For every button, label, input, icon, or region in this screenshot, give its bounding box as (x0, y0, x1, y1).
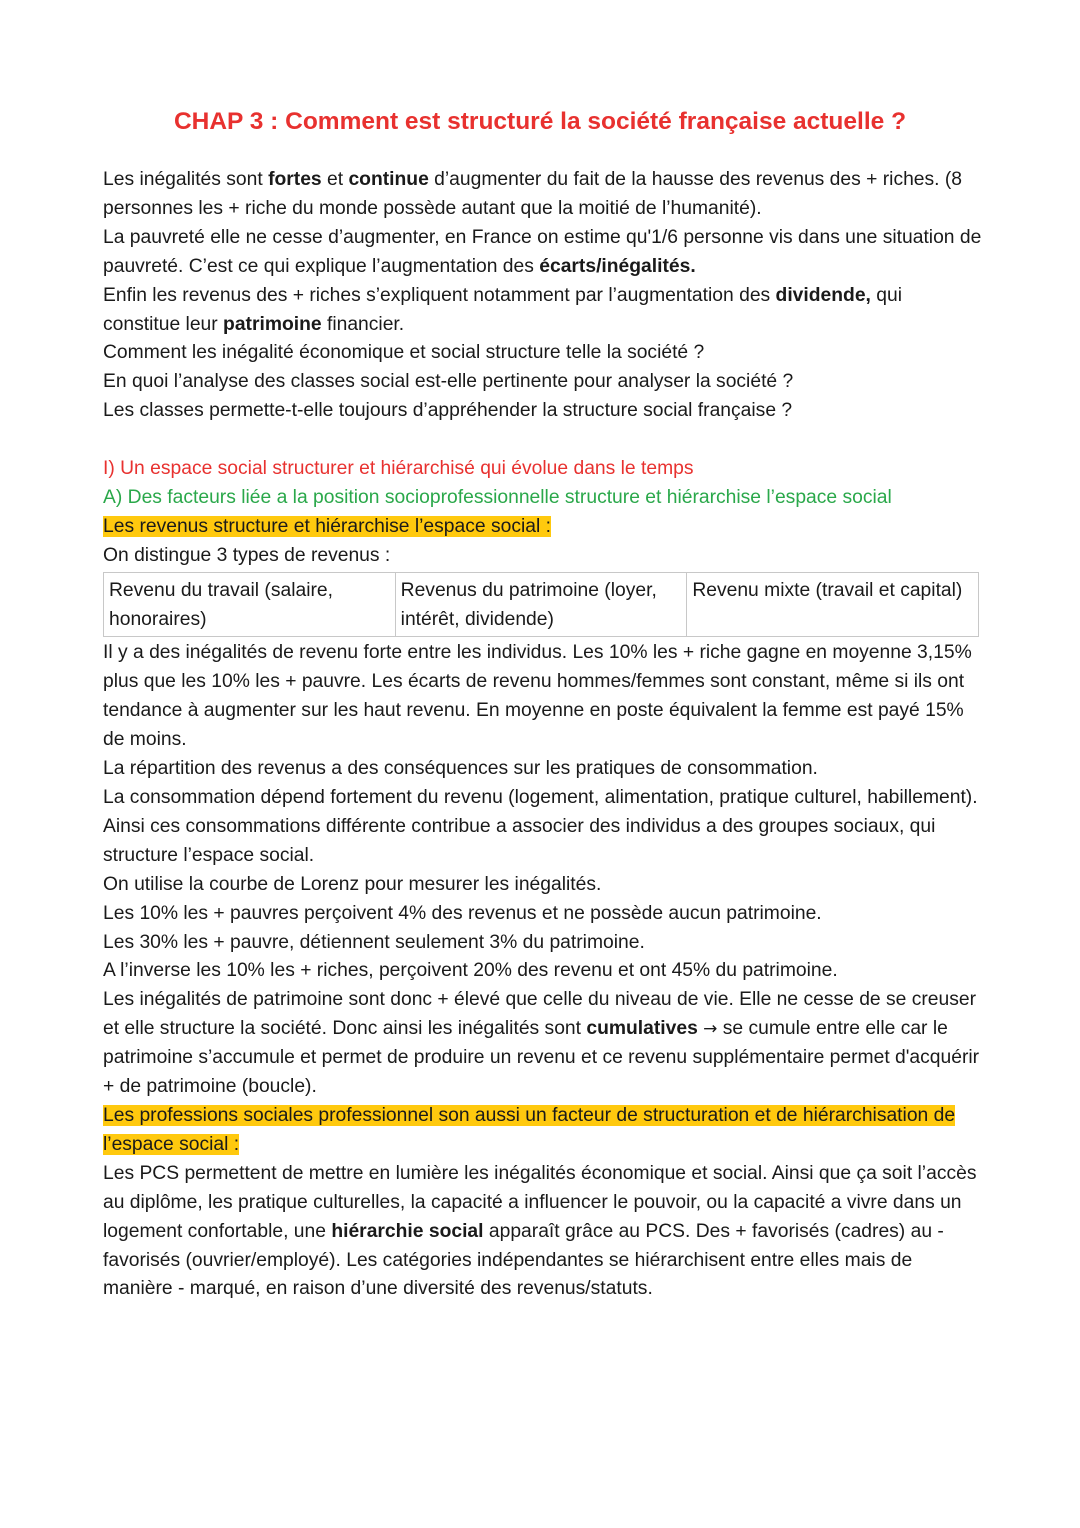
paragraph-repartition: La répartition des revenus a des conséquences sur les pratiques de consommation. (103, 758, 818, 780)
spacer (103, 426, 983, 455)
revenue-types-table (103, 572, 979, 638)
chapter-title: CHAP 3 : Comment est structuré la société française actuelle ? (173, 108, 907, 135)
question-1: Comment les inégalité économique et social structure telle la société ? (103, 342, 705, 364)
section-heading: I) Un espace social structurer et hiérarchisé qui évolue dans le temps (103, 458, 694, 480)
table-row (104, 572, 979, 637)
question-3: Les classes permette-t-elle toujours d’appréhender la structure social française ? (103, 400, 793, 422)
paragraph-consommation: La consommation dépend fortement du revenu (logement, alimentation, pratique culturel, habillement). Ainsi ces consommations différente contribue a associer des individus a des groupes sociaux, qui structure l’espace social. (103, 787, 978, 866)
paragraph-stat-3: A l’inverse les 10% les + riches, perçoivent 20% des revenu et ont 45% du patrimoine. (103, 960, 838, 982)
intro-paragraph-3: Enfin les revenus des + riches s’expliquent notamment par l’augmentation des dividende, qui constitue leur patrimoine financier. (103, 284, 902, 335)
paragraph-lorenz: On utilise la courbe de Lorenz pour mesurer les inégalités. (103, 873, 602, 895)
table-cell-patrimoine: Revenus du patrimoine (loyer, intérêt, dividende) (395, 572, 687, 637)
paragraph-patrimoine: Les inégalités de patrimoine sont donc + élevé que celle du niveau de vie. Elle ne cesse de se creuser et elle structure la société. Donc ainsi les inégalités sont cumulatives → se cumule entre elle car le patrimoine s’accumule et permet de produire un revenu et ce revenu supplémentaire permet d'acquérir + de patrimoine (boucle). (103, 989, 980, 1098)
paragraph-inegalites-revenu: Il y a des inégalités de revenu forte entre les individus. Les 10% les + riche gagne en moyenne 3,15% plus que les 10% les + pauvre. Les écarts de revenu hommes/femmes sont constant, même si ils ont tendance à augmenter sur les haut revenu. En moyenne en poste équivalent la femme est payé 15% de moins. (103, 642, 972, 751)
table-cell-travail: Revenu du travail (salaire, honoraires) (104, 572, 396, 637)
paragraph-stat-1: Les 10% les + pauvres perçoivent 4% des revenus et ne possède aucun patrimoine. (103, 902, 822, 924)
intro-paragraph-2: La pauvreté elle ne cesse d’augmenter, en France on estime qu'1/6 personne vis dans une situation de pauvreté. C’est ce qui explique l’augmentation des écarts/inégalités. (103, 226, 982, 277)
paragraph-stat-2: Les 30% les + pauvre, détiennent seulement 3% du patrimoine. (103, 931, 645, 953)
highlight-heading-pcs: Les professions sociales professionnel son aussi un facteur de structuration et de hiérarchisation de l’espace social : (103, 1104, 956, 1155)
intro-paragraph-1: Les inégalités sont fortes et continue d’augmenter du fait de la hausse des revenus des + riches. (8 personnes les + riche du monde possède autant que la moitié de l’humanité). (103, 169, 963, 219)
paragraph-pcs: Les PCS permettent de mettre en lumière les inégalités économique et social. Ainsi que ça soit l’accès au diplôme, les pratique culturelles, la capacité a influencer le pouvoir, ou la capacité a vivre dans un logement confortable, une hiérarchie social apparaît grâce au PCS. Des + favorisés (cadres) au - favorisés (ouvrier/employé). Les catégories indépendantes se hiérarchisent entre elles mais de manière - marqué, en raison d’une diversité des revenus/statuts. (103, 1162, 977, 1300)
types-intro: On distingue 3 types de revenus : (103, 544, 391, 566)
question-2: En quoi l’analyse des classes social est-elle pertinente pour analyser la société ? (103, 371, 794, 393)
arrow-right-icon: → (703, 1019, 718, 1040)
highlight-heading-revenus: Les revenus structure et hiérarchise l’espace social : (103, 515, 551, 537)
document-body (103, 166, 983, 1304)
subsection-heading: A) Des facteurs liée a la position socioprofessionnelle structure et hiérarchise l’espace social (103, 486, 892, 508)
table-cell-mixte: Revenu mixte (travail et capital) (687, 572, 979, 637)
